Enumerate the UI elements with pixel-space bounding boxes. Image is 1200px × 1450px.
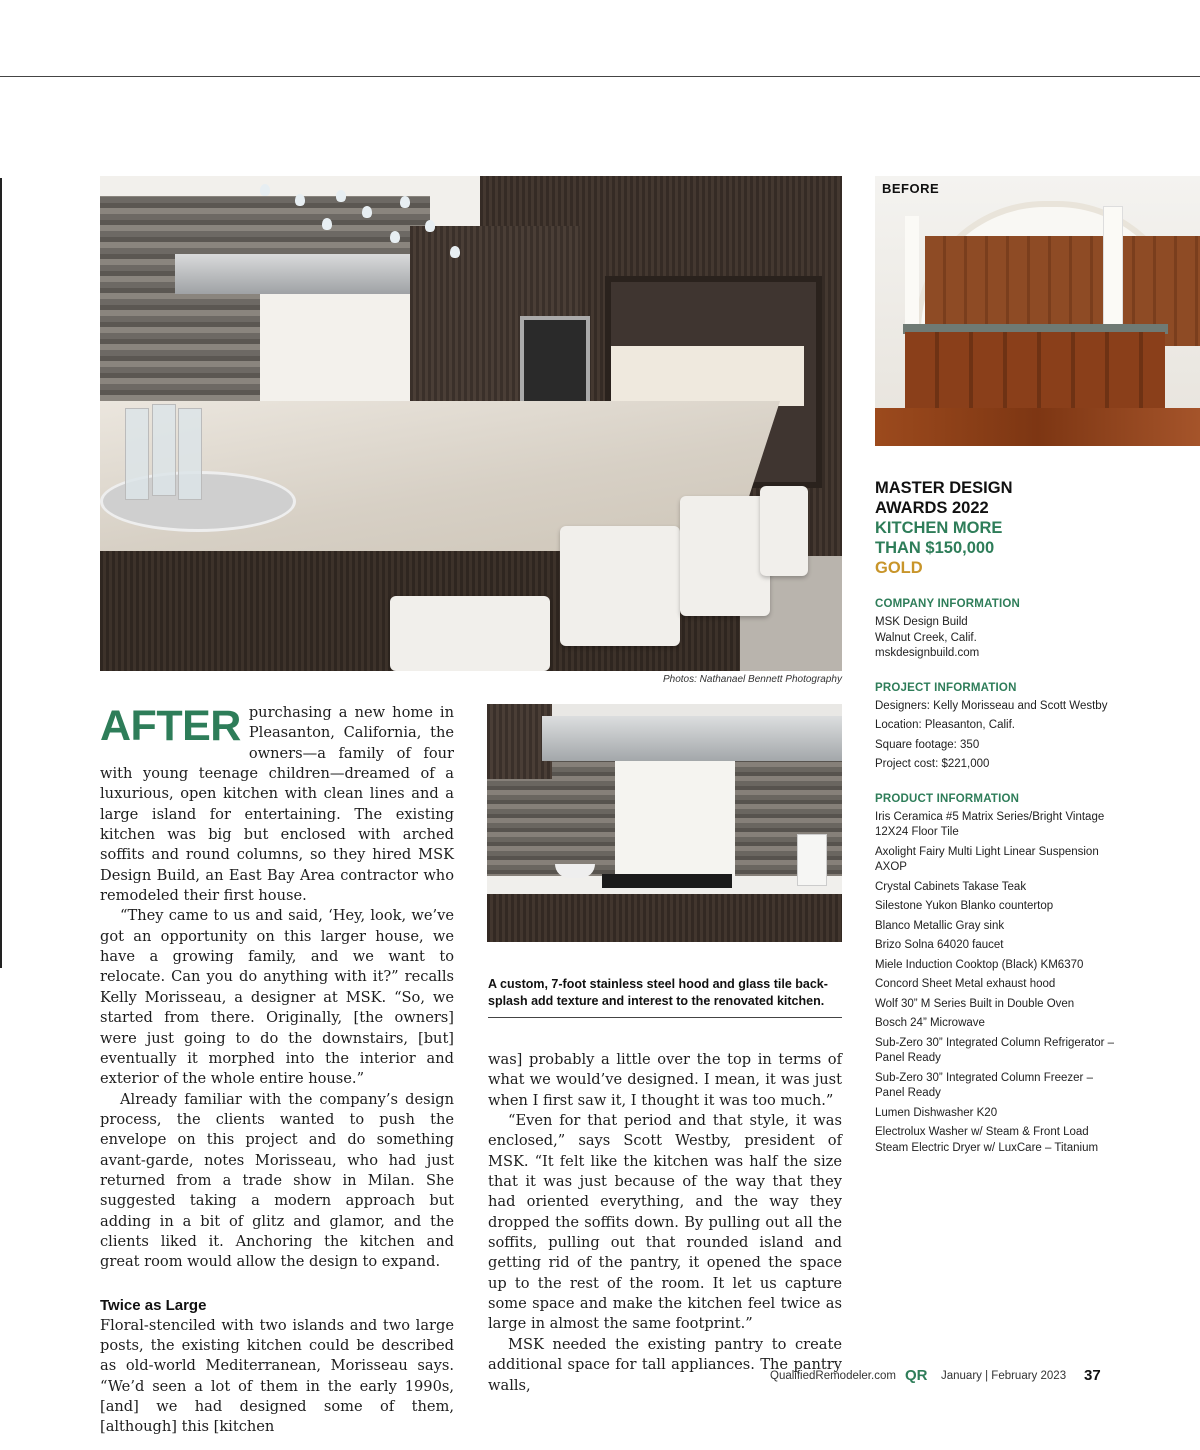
article-paragraph: MSK needed the existing pantry to create additional space for tall appliances. The pantry walls, — [488, 1335, 842, 1394]
footer-logo: QR — [905, 1367, 928, 1384]
section-subhead: Twice as Large — [100, 1296, 207, 1314]
company-line: MSK Design Build — [875, 616, 968, 628]
product-item: Sub-Zero 30” Integrated Column Refrigerator – Panel Ready — [875, 1036, 1115, 1064]
article-paragraph: was] probably a little over the top in terms of what we would’ve designed. I mean, it was just when I first saw it, I thought it was too much.” — [488, 1051, 842, 1109]
award-sidebar — [875, 478, 1115, 1160]
top-rule — [0, 76, 1200, 77]
award-category-line: THAN $150,000 — [875, 539, 995, 557]
product-item: Blanco Metallic Gray sink — [875, 919, 1005, 932]
product-item: Silestone Yukon Blanko countertop — [875, 900, 1054, 912]
after-kitchen-photo — [100, 176, 842, 671]
product-item: Brizo Solna 64020 faucet — [875, 939, 1004, 951]
footer-site: QualifiedRemodeler.com — [770, 1370, 896, 1382]
product-item: Sub-Zero 30” Integrated Column Freezer – Panel Ready — [875, 1071, 1093, 1099]
award-category-line: KITCHEN MORE — [875, 519, 1003, 537]
article-paragraph: “They came to us and said, ‘Hey, look, we’ve got an opportunity on this larger house, we have a growing family, and we want to relocate. Can you do anything with it?” recalls Kelly Morisseau, a designer at MSK. “So, we started from there. Originally, [the owners] were just going to do the downstairs, [but] eventually it morphed into the interior and exterior of the whole entire house.” — [100, 907, 454, 1088]
article-column-left — [100, 703, 454, 1438]
award-title-line: MASTER DESIGN — [875, 479, 1013, 497]
product-item: Iris Ceramica #5 Matrix Series/Bright Vintage 12X24 Floor Tile — [875, 810, 1105, 838]
product-item: Electrolux Washer w/ Steam & Front Load Steam Electric Dryer w/ LuxCare – Titanium — [875, 1126, 1099, 1154]
photo-credit: Photos: Nathanael Bennett Photography — [662, 674, 842, 685]
product-item: Concord Sheet Metal exhaust hood — [875, 978, 1056, 990]
before-kitchen-photo — [875, 176, 1200, 446]
project-item: Project cost: $221,000 — [875, 758, 990, 770]
article-paragraph: Floral-stenciled with two islands and two large posts, the existing kitchen could be described as old-world Mediterranean, Morisseau says. “We’d seen a lot of them in the early 1990s, [and] we had designed some of them, [although] this [kitchen — [100, 1316, 454, 1436]
drop-cap-word: AFTER — [100, 702, 241, 750]
product-item: Crystal Cabinets Takase Teak — [875, 880, 1027, 893]
article-paragraph: AFTER purchasing a new home in Pleasanton, California, the owners—a family of four with young teenage children—dreamed of a luxurious, open kitchen with clean lines and a large island for entertaining. The existing kitchen was big but enclosed with arched soffits and round columns, so they hired MSK Design Build, an East Bay Area contractor who remodeled their first house. — [100, 702, 454, 905]
before-label: BEFORE — [882, 181, 940, 196]
product-item: Wolf 30” M Series Built in Double Oven — [875, 997, 1075, 1010]
article-column-middle — [488, 1050, 842, 1396]
company-line: Walnut Creek, Calif. — [875, 631, 977, 644]
product-heading: PRODUCT INFORMATION — [875, 792, 1020, 805]
project-item: Square footage: 350 — [875, 738, 980, 751]
page-number: 37 — [1084, 1367, 1101, 1384]
company-heading: COMPANY INFORMATION — [875, 598, 1020, 610]
product-item: Axolight Fairy Multi Light Linear Suspension AXOP — [875, 845, 1099, 873]
project-heading: PROJECT INFORMATION — [875, 681, 1017, 694]
company-line: mskdesignbuild.com — [875, 647, 980, 659]
award-title-line: AWARDS 2022 — [875, 499, 989, 517]
project-item: Designers: Kelly Morisseau and Scott Westby — [875, 699, 1108, 712]
footer-date: January | February 2023 — [941, 1370, 1067, 1382]
product-item: Miele Induction Cooktop (Black) KM6370 — [875, 958, 1084, 971]
page-edge-mark — [0, 178, 2, 968]
product-item: Lumen Dishwasher K20 — [875, 1106, 998, 1119]
caption-rule — [488, 1017, 842, 1018]
hood-detail-photo — [487, 704, 842, 942]
award-level: GOLD — [875, 559, 923, 577]
product-item: Bosch 24” Microwave — [875, 1017, 985, 1029]
photo-caption: A custom, 7-foot stainless steel hood and glass tile back-splash add texture and interest to the renovated kitchen. — [488, 977, 828, 1008]
article-paragraph: Already familiar with the company’s design process, the clients wanted to push the envelope on this project and do something avant-garde, notes Morisseau, who had just returned from a trade show in Milan. She suggested taking a modern approach but adding in a bit of glitz and glamor, and the clients liked it. Anchoring the kitchen and great room would allow the design to expand. — [100, 1090, 454, 1271]
article-paragraph: “Even for that period and that style, it was enclosed,” says Scott Westby, president of MSK. “It felt like the kitchen was half the size that it was just because of the way that they had oriented everything, and the way they dropped the soffits down. By pulling out all the soffits, pulling out that rounded island and getting rid of the pantry, it opened the space up to the rest of the room. It let us capture some space and make the kitchen feel twice as large in almost the same footprint.” — [488, 1112, 842, 1333]
project-item: Location: Pleasanton, Calif. — [875, 719, 1016, 731]
